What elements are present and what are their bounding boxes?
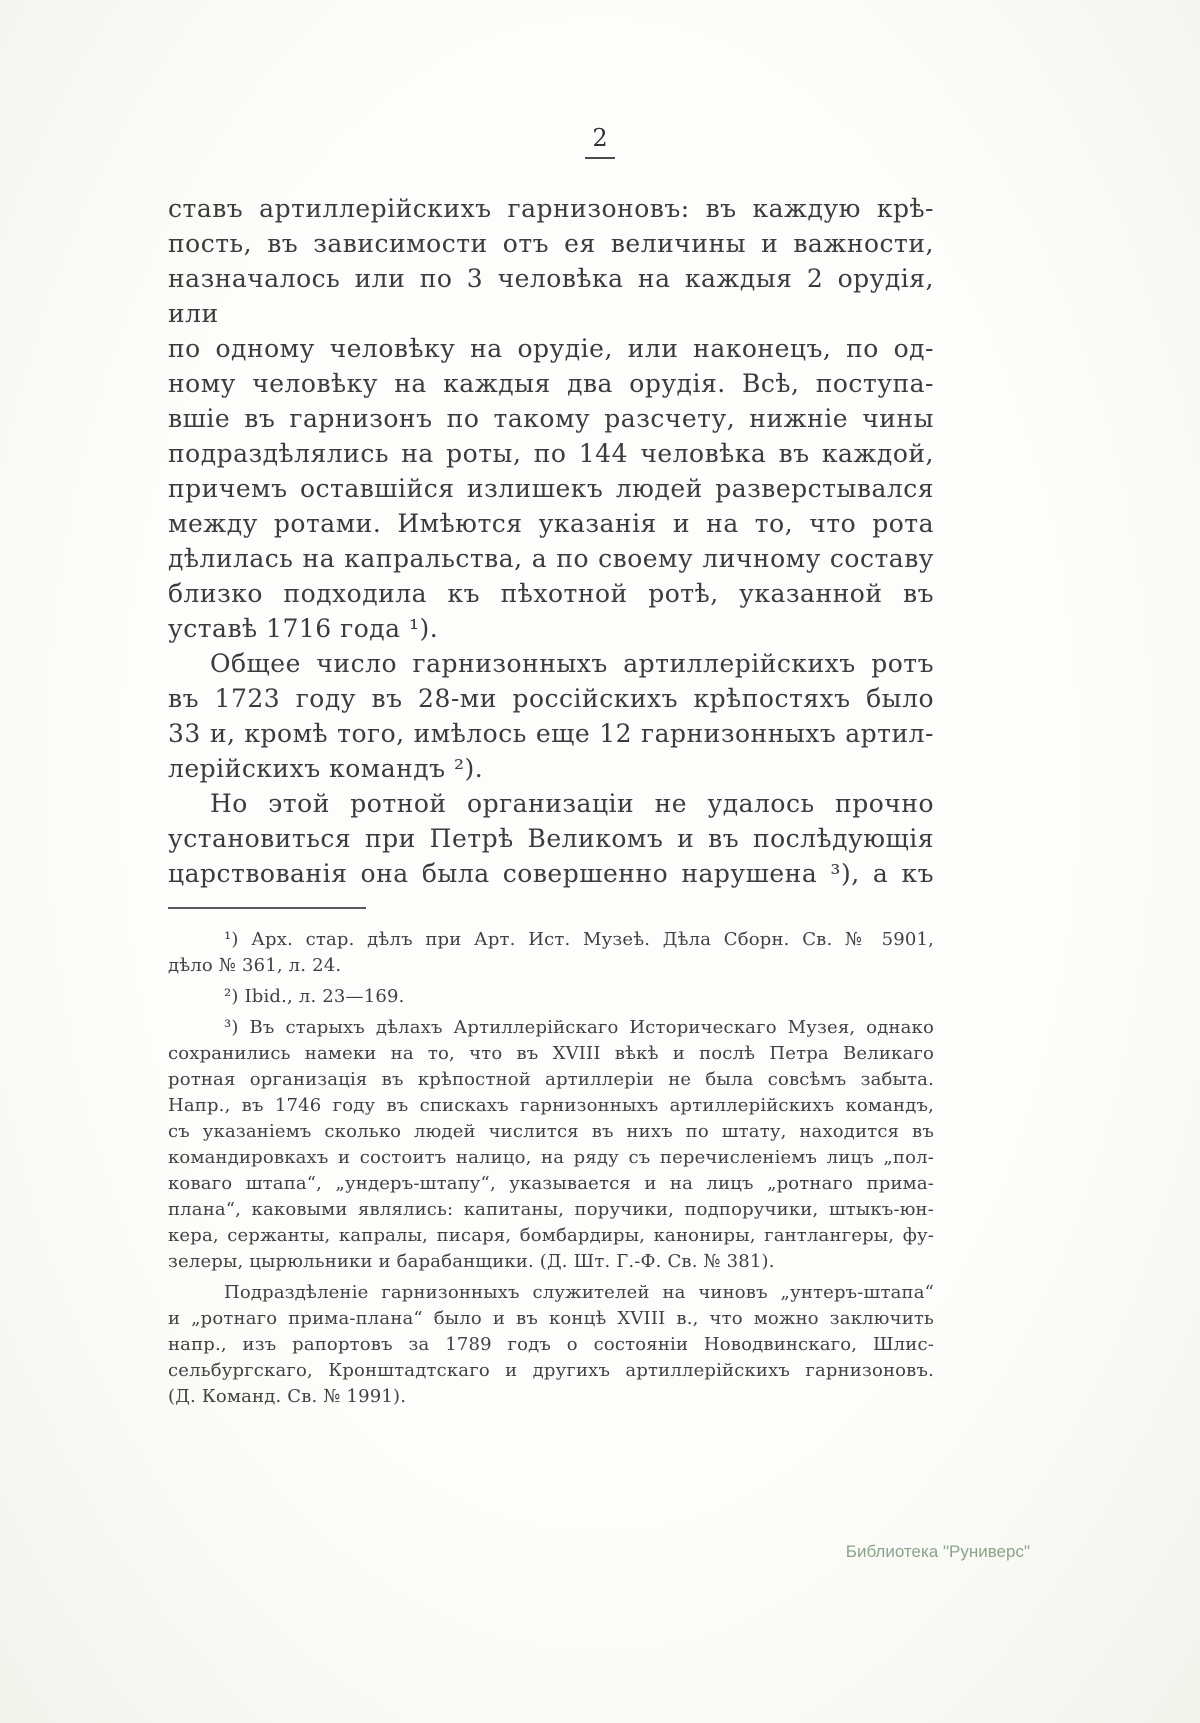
paragraph-1: ставъ артиллерійскихъ гарнизоновъ: въ каждую крѣ- пость, въ зависимости отъ ея величины и важности, назначалось или по 3 человѣка на каждыя 2 орудія, или по одному человѣку на орудіе, или наконецъ, по од- ному человѣку на каждыя два орудія. Всѣ, поступа- вшіе въ гарнизонъ по такому разсчету, нижніе чины подраздѣлялись на роты, по 144 человѣка въ каждой, причемъ оставшійся излишекъ людей разверстывался между ротами. Имѣются указанія и на то, что рота дѣлилась на капральства, а по своему личному составу близко подходила къ пѣхотной ротѣ, указанной въ уставѣ 1716 года ¹). — [168, 194, 934, 643]
footnote-3-continued: Подраздѣленіе гарнизонныхъ служителей на чиновъ „унтеръ-штапа“ и „ротнаго прима-плана“ было и въ концѣ XVIII в., что можно заключить напр., изъ рапортовъ за 1789 годъ о состояніи Новодвинскаго, Шлис- сельбургскаго, Кронштадтскаго и другихъ артиллерійскихъ гарнизоновъ. (Д. Команд. Св. № 1991). — [168, 1282, 934, 1407]
footnote-2: ²) Ibid., л. 23—169. — [224, 986, 405, 1007]
paragraph-2: Общее число гарнизонныхъ артиллерійскихъ ротъ въ 1723 году въ 28-ми россійскихъ крѣпостяхъ было 33 и, кромѣ того, имѣлось еще 12 гарнизонныхъ артил- лерійскихъ командъ ²). — [168, 649, 934, 783]
paragraph-3: Но этой ротной организаціи не удалось прочно установиться при Петрѣ Великомъ и въ послѣдующія царствованія она была совершенно нарушена ³), а къ — [168, 789, 934, 888]
page-number-rule — [585, 157, 615, 159]
footnotes — [168, 927, 934, 1410]
page-header — [0, 0, 1200, 159]
footnote-3: ³) Въ старыхъ дѣлахъ Артиллерійскаго Историческаго Музея, однако сохранились намеки на то, что въ XVIII вѣкѣ и послѣ Петра Великаго ротная организація въ крѣпостной артиллеріи не была совсѣмъ забыта. Напр., въ 1746 году въ спискахъ гарнизонныхъ артиллерійскихъ командъ, съ указаніемъ сколько людей числится въ нихъ по штату, находится въ командировкахъ и состоитъ налицо, на ряду съ перечисленіемъ лицъ „пол- коваго штапа“, „ундеръ-штапу“, указывается и на лицъ „ротнаго прима- плана“, каковыми являлись: капитаны, поручики, подпоручики, штыкъ-юн- кера, сержанты, капралы, писаря, бомбардиры, канониры, гантлангеры, фу- зелеры, цырюльники и барабанщики. (Д. Шт. Г.-Ф. Св. № 381). — [168, 1017, 934, 1272]
footnote-1: ¹) Арх. стар. дѣлъ при Арт. Ист. Музеѣ. Дѣла Сборн. Св. № 5901, дѣло № 361, л. 24. — [168, 929, 934, 976]
page-number: 2 — [592, 124, 608, 152]
footnote-separator — [168, 907, 366, 909]
library-watermark: Библиотека "Руниверс" — [845, 1542, 1030, 1561]
body-text — [168, 191, 934, 891]
